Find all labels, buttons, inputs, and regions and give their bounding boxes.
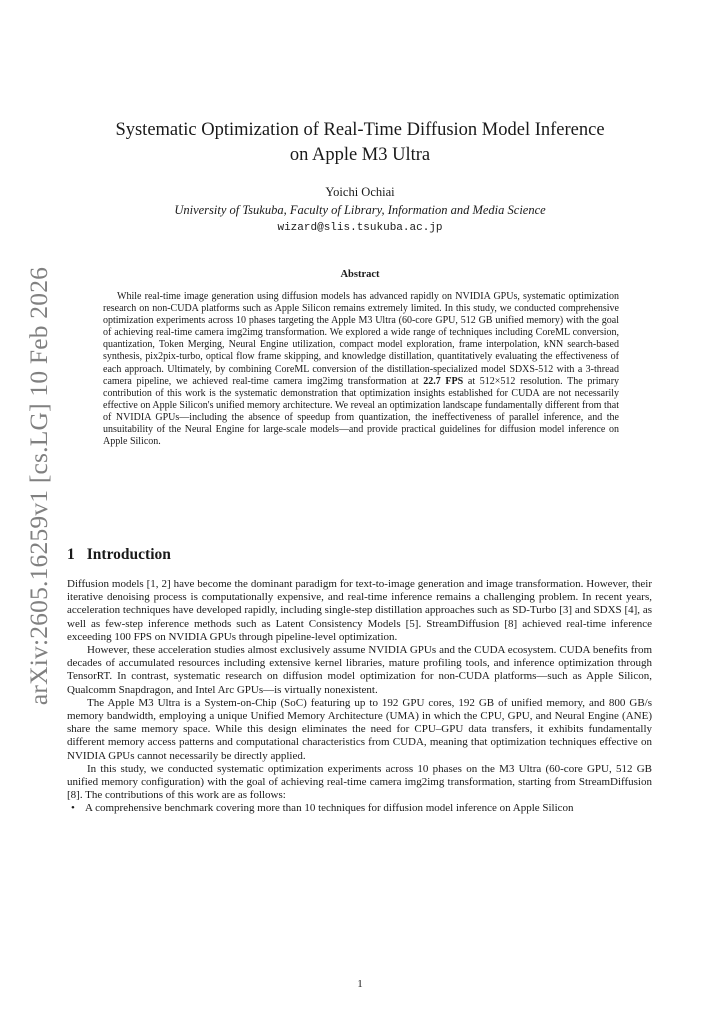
bullet-marker: • bbox=[71, 802, 75, 815]
paper-title-line-2: on Apple M3 Ultra bbox=[289, 145, 431, 165]
abstract-text-part-2: at 512×512 resolution. The primary contribution of this work is the systematic demonstration that optimization insights established for CUDA are not necessarily effective on Apple Silicon's unified memory architecture. We reveal an optimization landscape fundamentally different from that of NVIDIA GPUs—including the absence of speedup from quantization, the ineffectiveness of parallel inference, and the unsuitability of the Neural Engine for large-scale models—and provide practical guidelines for diffusion model inference on Apple Silicon. bbox=[103, 375, 620, 448]
introduction-body bbox=[67, 578, 652, 816]
author-email: wizard@slis.tsukuba.ac.jp bbox=[277, 222, 443, 234]
contributions-list bbox=[67, 802, 652, 815]
author-affiliation: University of Tsukuba, Faculty of Library, Information and Media Science bbox=[174, 203, 546, 217]
paper-title bbox=[80, 118, 640, 168]
section-number: 1 bbox=[67, 546, 75, 563]
abstract-fps-highlight: 22.7 FPS bbox=[423, 375, 464, 387]
contribution-text: A comprehensive benchmark covering more than 10 techniques for diffusion model inference on Apple Silicon bbox=[85, 802, 574, 815]
arxiv-identifier-stamp bbox=[14, 266, 64, 706]
intro-paragraph-4: In this study, we conducted systematic optimization experiments across 10 phases on the M3 Ultra (60-core GPU, 512 GB unified memory configuration) with the goal of achieving real-time camera img2img transformation, starting from StreamDiffusion [8]. The contributions of this work are as follows: bbox=[67, 762, 652, 802]
abstract-body bbox=[103, 291, 619, 448]
abstract-heading: Abstract bbox=[340, 269, 380, 280]
author-name: Yoichi Ochiai bbox=[325, 185, 395, 199]
arxiv-identifier-text: arXiv:2605.16259v1 [cs.LG] 10 Feb 2026 bbox=[24, 266, 53, 706]
paper-title-line-1: Systematic Optimization of Real-Time Diffusion Model Inference bbox=[115, 120, 605, 140]
intro-paragraph-2: However, these acceleration studies almost exclusively assume NVIDIA GPUs and the CUDA ecosystem. CUDA benefits from decades of accumulated resources including extensive kernel libraries, mature profiling tools, and inference optimization through TensorRT. In contrast, systematic research on diffusion model optimization for non-CUDA platforms—such as Apple Silicon, Qualcomm Snapdragon, and Intel Arc GPUs—is virtually nonexistent. bbox=[67, 644, 652, 696]
section-heading-introduction bbox=[67, 545, 171, 565]
contribution-item bbox=[67, 802, 652, 815]
abstract-text-part-1: While real-time image generation using diffusion models has advanced rapidly on NVIDIA GPUs, systematic optimization research on non-CUDA platforms such as Apple Silicon remains extremely limited. In this study, we conducted comprehensive optimization experiments across 10 phases targeting the Apple M3 Ultra (60-core GPU, 512 GB unified memory) with the goal of achieving real-time camera img2img transformation. We explored a wide range of techniques including CoreML conversion, quantization, Token Merging, Neural Engine utilization, compact model exploration, frame interpolation, kNN search-based synthesis, pix2pix-turbo, optical flow frame skipping, and knowledge distillation, quantitatively evaluating the effectiveness of each approach. Ultimately, by combining CoreML conversion of the distillation-specialized model SDXS-512 with a 3-thread camera pipeline, we achieved real-time camera img2img transformation at bbox=[103, 291, 619, 387]
intro-paragraph-1: Diffusion models [1, 2] have become the dominant paradigm for text-to-image generation and image transformation. However, their iterative denoising process is computationally expensive, and real-time inference remains a challenging problem. In recent years, acceleration techniques have developed rapidly, including single-step distillation approaches such as SD-Turbo [3] and SDXS [4], as well as few-step inference methods such as Latent Consistency Models [5]. StreamDiffusion [8] achieved real-time inference exceeding 100 FPS on NVIDIA GPUs through pipeline-level optimization. bbox=[67, 578, 652, 643]
section-title: Introduction bbox=[86, 546, 171, 563]
page-number: 1 bbox=[357, 978, 363, 990]
intro-paragraph-3: The Apple M3 Ultra is a System-on-Chip (SoC) featuring up to 192 GPU cores, 192 GB of unified memory, and 800 GB/s memory bandwidth, employing a unique Unified Memory Architecture (UMA) in which the CPU, GPU, and Neural Engine (ANE) share the same memory space. While this design eliminates the need for CPU–GPU data transfers, it exhibits fundamentally different memory access patterns and computational characteristics from CUDA, meaning that optimization techniques effective on NVIDIA GPUs cannot necessarily be directly applied. bbox=[67, 696, 652, 762]
